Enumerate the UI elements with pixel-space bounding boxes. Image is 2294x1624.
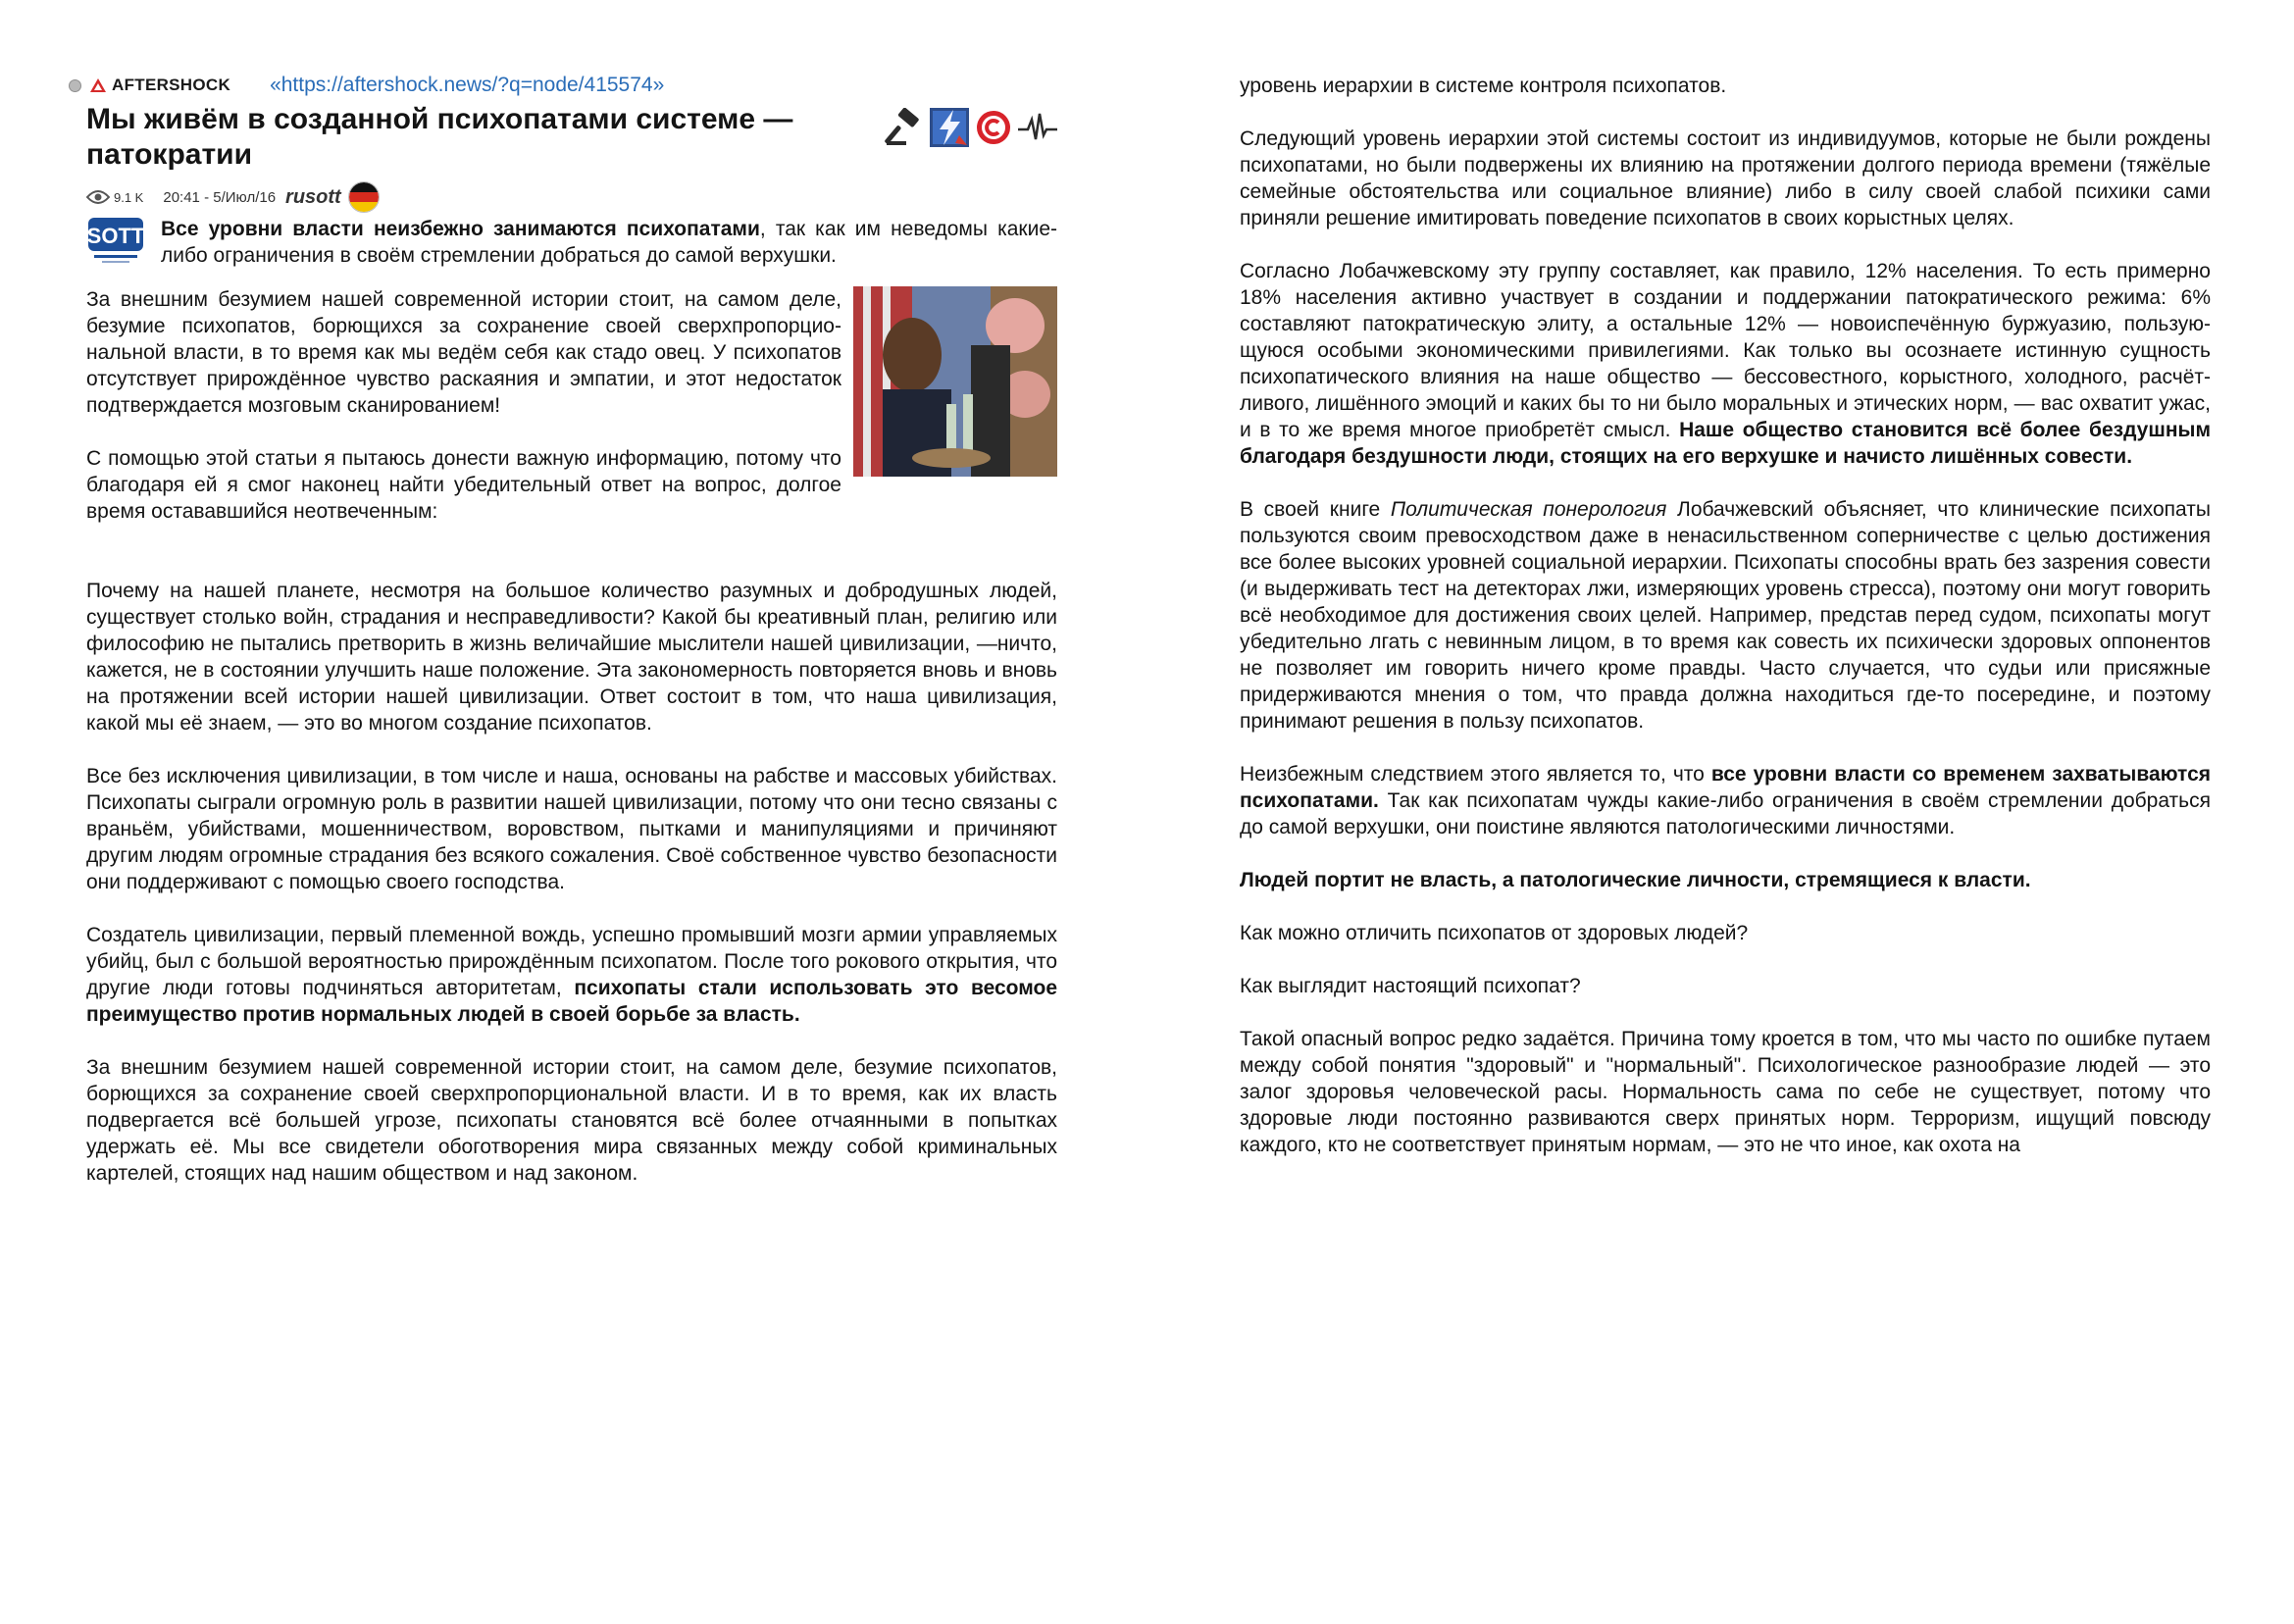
paragraph-text: Лобачжевский объясняет, что клинические психопаты пользуются своим превосходством даже в ненасильственном соперничестве с целью достижения все более высоких уровней социальной иерархии. Психопаты способны врать без зазрения совести (и выдерживать тест на детекторах лжи, измеряющих уровень стресса), поэтому они могут говорить всё необходимое для достижения своих целей. Например, представ перед судом, психопаты могут убедительно лгать с невинным лицом, в то время как совесть их психически здоровых оппонентов не позволяет им говорить ничего кроме правды. Часто случается, что судьи или присяжные придерживаются мнения о том, что правда должна находиться где-то посередине, и поэтому принимают решения в пользу психопатов. xyxy=(1240,498,2211,733)
book-title: Политическая понерология xyxy=(1390,498,1667,521)
paragraph xyxy=(1240,867,2211,893)
lead-paragraph xyxy=(161,216,1057,269)
site-header xyxy=(69,73,1057,98)
sott-logo[interactable] xyxy=(86,216,145,267)
paragraph xyxy=(1240,258,2211,470)
paragraph: За внешним безумием нашей современной истории стоит, на самом деле, безумие психопатов, борющихся за сохранение своей сверхпропорциональной власти, в то время как мы ведём себя как стадо овец. У психопатов отсутствует прирождённое чувство раскаяния и эмпатии, и этот недостаток подтверждается мозговым сканированием! xyxy=(86,288,841,417)
page-title: Мы живём в созданной психопатами системе — патократии xyxy=(86,103,793,171)
author-link[interactable]: rusott xyxy=(285,185,341,208)
aftershock-logo-icon[interactable] xyxy=(90,78,106,92)
paragraph-bold: все уровни власти со временем захватываются психопатами. xyxy=(1240,763,2211,812)
eye-icon xyxy=(86,189,110,205)
paragraph-bold: психопаты стали использовать это весомое преимущество против нормальных людей в своей борьбе за власть. xyxy=(86,977,1057,1026)
article-meta xyxy=(86,180,1057,214)
gavel-icon[interactable] xyxy=(885,108,924,147)
paragraph xyxy=(86,922,1057,1028)
paragraph xyxy=(1240,496,2211,735)
view-count: 9.1 K xyxy=(114,189,144,205)
paragraph-bold: Людей портит не власть, а патологические личности, стремящиеся к власти. xyxy=(1240,869,2031,891)
site-logo-text[interactable]: AFTERSHOCK xyxy=(112,76,231,94)
lead-block xyxy=(86,216,1057,269)
left-column xyxy=(86,73,1057,1187)
intro-with-image xyxy=(86,286,1057,525)
paragraph-text: В своей книге xyxy=(1240,498,1391,521)
lightning-icon[interactable] xyxy=(930,108,969,147)
paragraph-text: Согласно Лобачжевскому эту группу составляет, как правило, 12% населения. То есть примерно 18% населения активно участвует в создании и поддержании патократического режима: 6% составляют патократическую элиту, а остальные 12% — новоиспечённую буржуазию, пользующуюся особыми экономическими привилегиями. Как только вы осознаете истинную сущность психопатического влияния на наше общество — бессовестного, корыстного, холодного, расчётливого, лишённого эмоций и каких бы то ни было моральных и этических норм, — вас охватит ужас, и в то же время многое приобретёт смысл. xyxy=(1240,260,2211,441)
source-url-link[interactable]: «https://aftershock.news/?q=node/415574» xyxy=(270,74,665,96)
lead-rest: , так как им неведомы какие-либо ограничения в своём стремлении добраться до самой верхушки. xyxy=(161,218,1057,267)
paragraph: Как можно отличить психопатов от здоровых людей? xyxy=(1240,922,1749,944)
paragraph: Как выглядит настоящий психопат? xyxy=(1240,975,1581,997)
paragraph-text: Так как психопатам чужды какие-либо ограничения в своём стремлении добраться до самой верхушки, они поистине являются патологическими личностями. xyxy=(1240,789,2211,838)
title-icons xyxy=(885,108,1057,147)
intro-text xyxy=(86,286,841,525)
paragraph: Следующий уровень иерархии этой системы состоит из индивидуумов, которые не были рождены психопатами, но были подвержены их влиянию на протяжении долгого периода времени (тяжёлые семейные обстоятельства или социальное влияние) либо в силу своей слабой психики сами приняли решение имитировать поведение психопатов в своих корыстных целях. xyxy=(1240,127,2211,229)
lead-bold: Все уровни власти неизбежно занимаются психопатами xyxy=(161,218,760,240)
paragraph xyxy=(1240,761,2211,840)
paragraph: Все без исключения цивилизации, в том числе и наша, основаны на рабстве и массовых убийствах. Психопаты сыграли огромную роль в развитии нашей цивилизации, потому что они тесно связаны с враньём, убийствами, мошенничеством, воровством, пытками и манипуляциями и причиняют другим людям огромные страдания без всякого сожаления. Своё собственное чувство безопасности они поддерживают с помощью своего господства. xyxy=(86,765,1057,893)
status-dot-icon xyxy=(69,79,81,92)
paragraph: С помощью этой статьи я пытаюсь донести важную информацию, потому что благодаря ей я смог наконец найти убедительный ответ на вопрос, долгое время остававшийся неотвеченным: xyxy=(86,447,841,523)
paragraph-text: Создатель цивилизации, первый племенной вождь, успешно промывший мозги армии управляемых убийц, был с большой вероятностью прирождённым психопатом. После того рокового открытия, что другие люди готовы подчиняться авторитетам, xyxy=(86,924,1057,999)
germany-flag-icon xyxy=(347,180,381,214)
svg-text:SOTT: SOTT xyxy=(86,224,145,248)
paragraph-bold: Наше общество становится всё более бездушным благодаря бездушности люди, стоящих на его верхушке и начисто лишённых совести. xyxy=(1240,419,2211,468)
publish-date: 20:41 - 5/Июл/16 xyxy=(163,188,277,206)
right-column xyxy=(1240,73,2211,1162)
paragraph: За внешним безумием нашей современной истории стоит, на самом деле, безумие психопатов, борющихся за сохранение своей сверхпропорциональной власти. И в то время, как их власть подвергается всё большей угрозе, психопаты становятся всё более отчаянными в попытках удержать её. Мы все свидетели обоготворения мира связанных между собой криминальных картелей, стоящих над нашим обществом и над законом. xyxy=(86,1056,1057,1185)
copyright-icon[interactable] xyxy=(975,109,1012,146)
paragraph: Почему на нашей планете, несмотря на большое количество разумных и добродушных людей, существует столько войн, страдания и несправедливости? Какой бы креативный план, религию или философию не пытались претворить в жизнь величайшие мыслители нашей цивилизации, —ничто, кажется, не в состоянии улучшить наше положение. Эта закономерность повторяется вновь и вновь на протяжении всей истории нашей цивилизации. Ответ состоит в том, что наша цивилизация, какой мы её знаем, — это во многом создание психопатов. xyxy=(86,580,1057,735)
paragraph: Такой опасный вопрос редко задаётся. Причина тому кроется в том, что мы часто по ошибке путаем между собой понятия "здоровый" и "нормальный". Психологическое разнообразие людей — это залог здоровья человеческой расы. Нормальность сама по себе не существует, потому что здоровые люди постоянно развиваются сверх принятых норм. Терроризм, ищущий повсюду каждого, кто не соответствует принятым нормам, — это не что иное, как охота на xyxy=(1240,1028,2211,1156)
caricature-illustration xyxy=(853,286,1057,477)
paragraph: уровень иерархии в системе контроля психопатов. xyxy=(1240,75,1727,97)
pulse-icon[interactable] xyxy=(1018,108,1057,147)
title-row xyxy=(86,102,1057,173)
paragraph-text: Неизбежным следствием этого является то, что xyxy=(1240,763,1711,786)
